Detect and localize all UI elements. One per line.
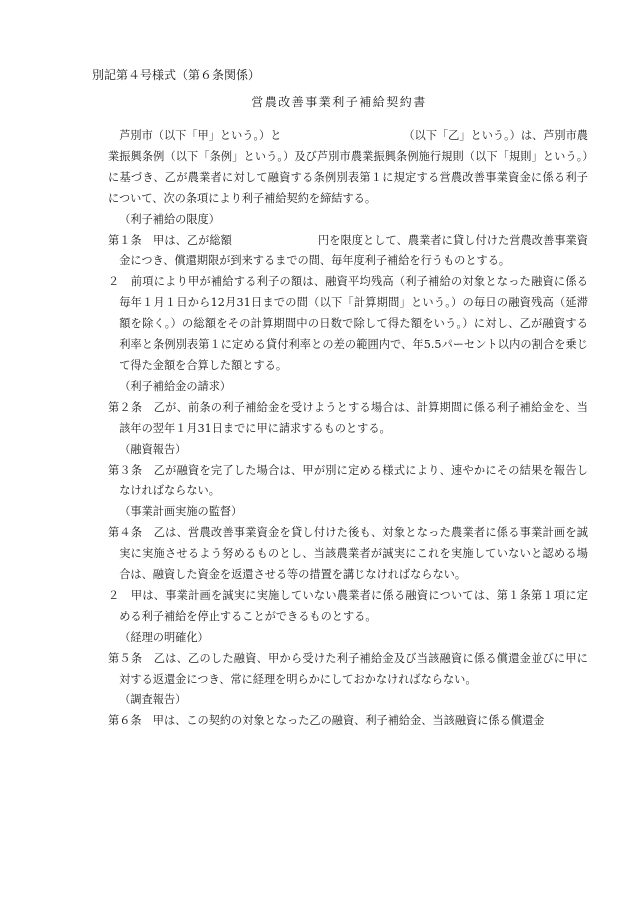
article-1-text-b: 円を限度として、農業者に貸し付けた営農改善事業資金につき、償還期限が到来するまでの間、毎年度利子補給を行うものとする。 bbox=[119, 233, 588, 268]
article-1-text-a: 第１条 甲は、乙が総額 bbox=[108, 233, 232, 247]
article-5-heading: （経理の明確化） bbox=[119, 630, 209, 644]
contract-body bbox=[108, 126, 588, 732]
article-4-clause-2: ２ 甲は、事業計画を誠実に実施していない農業者に係る融資については、第１条第１項に定める利子補給を停止することができるものとする。 bbox=[108, 588, 588, 623]
article-3-text: 第３条 乙が融資を完了した場合は、甲が別に定める様式により、速やかにその結果を報告しなければならない。 bbox=[108, 463, 588, 498]
preamble-part-2: （以下「乙」という。）は、芦別市農業振興条例（以下「条例」という。）及び芦別市農業振興条例施行規則（以下「規則」という。）に基づき、乙が農業者に対して融資する条例別表第１に規定する営農改善事業資金に係る利子について、次の条項により利子補給契約を締結する。 bbox=[108, 129, 588, 205]
article-2-heading: （利子補給金の請求） bbox=[119, 379, 232, 393]
article-6-heading: （調査報告） bbox=[119, 693, 187, 707]
article-2-text: 第２条 乙が、前条の利子補給金を受けようとする場合は、計算期間に係る利子補給金を、当該年の翌年１月31日までに甲に請求するものとする。 bbox=[108, 400, 588, 435]
form-number-label: 別記第４号様式（第６条関係） bbox=[92, 68, 261, 82]
article-4-text: 第４条 乙は、営農改善事業資金を貸し付けた後も、対象となった農業者に係る事業計画を誠実に実施させるよう努めるものとし、当該農業者が誠実にこれを実施していないと認める場合は、融資した資金を返還させる等の措置を講じなければならない。 bbox=[108, 526, 588, 582]
preamble-paragraph bbox=[108, 126, 588, 210]
article-1-heading: （利子補給の限度） bbox=[119, 212, 220, 226]
article-1-text bbox=[108, 231, 588, 273]
article-3-heading: （融資報告） bbox=[119, 442, 187, 456]
article-6-text: 第６条 甲は、この契約の対象となった乙の融資、利子補給金、当該融資に係る償還金 bbox=[108, 714, 545, 728]
preamble-part-1: 芦別市（以下「甲」という。）と bbox=[119, 129, 282, 142]
article-1-clause-2: ２ 前項により甲が補給する利子の額は、融資平均残高（利子補給の対象となった融資に係る毎年１月１日から12月31日までの間（以下「計算期間」という。）の毎日の融資残高（延滞額を除く。）の総額をその計算期間中の日数で除して得た額をいう。）に対し、乙が融資する利率と条例別表第１に定める貸付利率との差の範囲内で、年5.5パーセント以内の割合を乗じて得た金額を合算した額とする。 bbox=[108, 275, 588, 372]
article-5-text: 第５条 乙は、乙のした融資、甲から受けた利子補給金及び当該融資に係る償還金並びに甲に対する返還金につき、常に経理を明らかにしておかなければならない。 bbox=[108, 651, 588, 686]
document-title: 営農改善事業利子補給契約書 bbox=[251, 95, 427, 109]
article-4-heading: （事業計画実施の監督） bbox=[119, 505, 243, 519]
